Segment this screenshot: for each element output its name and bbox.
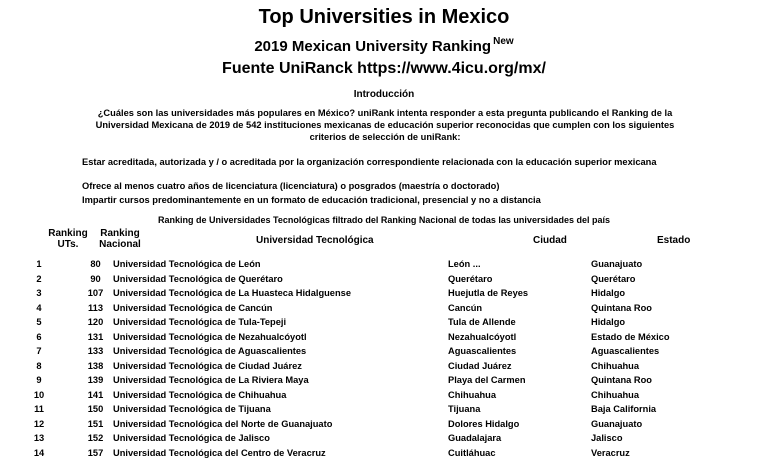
university-name-cell: Universidad Tecnológica de Chihuahua <box>113 388 448 403</box>
city-cell: Huejutla de Reyes <box>448 286 591 301</box>
table-row <box>0 330 721 345</box>
header-rank-national-line1: Ranking <box>96 228 144 239</box>
table-row <box>0 272 721 287</box>
national-rank-cell: 133 <box>78 344 113 359</box>
national-rank-cell: 90 <box>78 272 113 287</box>
national-rank-cell: 107 <box>78 286 113 301</box>
state-cell: Baja California <box>591 402 721 417</box>
rank-cell: 3 <box>0 286 78 301</box>
university-name-cell: Universidad Tecnológica de Ciudad Juárez <box>113 359 448 374</box>
rank-cell: 14 <box>0 446 78 460</box>
rank-cell: 13 <box>0 431 78 446</box>
university-name-cell: Universidad Tecnológica de Tijuana <box>113 402 448 417</box>
table-row <box>0 344 721 359</box>
city-cell: Cancún <box>448 301 591 316</box>
state-cell: Veracruz <box>591 446 721 460</box>
header-rank-national <box>96 228 144 250</box>
university-name-cell: Universidad Tecnológica de La Huasteca Hidalguense <box>113 286 448 301</box>
table-row <box>0 286 721 301</box>
new-badge: New <box>493 36 514 47</box>
city-cell: Ciudad Juárez <box>448 359 591 374</box>
state-cell: Hidalgo <box>591 315 721 330</box>
university-name-cell: Universidad Tecnológica de Aguascalientes <box>113 344 448 359</box>
state-cell: Quintana Roo <box>591 373 721 388</box>
state-cell: Chihuahua <box>591 388 721 403</box>
national-rank-cell: 157 <box>78 446 113 460</box>
state-cell: Querétaro <box>591 272 721 287</box>
city-cell: Playa del Carmen <box>448 373 591 388</box>
table-row <box>0 301 721 316</box>
university-name-cell: Universidad Tecnológica de Cancún <box>113 301 448 316</box>
rank-cell: 6 <box>0 330 78 345</box>
table-row <box>0 373 721 388</box>
table-row <box>0 257 721 272</box>
national-rank-cell: 80 <box>78 257 113 272</box>
header-rank-uts-line1: Ranking <box>48 228 88 239</box>
national-rank-cell: 139 <box>78 373 113 388</box>
city-cell: Chihuahua <box>448 388 591 403</box>
city-cell: Dolores Hidalgo <box>448 417 591 432</box>
page-subtitle <box>0 36 768 55</box>
rank-cell: 12 <box>0 417 78 432</box>
national-rank-cell: 150 <box>78 402 113 417</box>
national-rank-cell: 113 <box>78 301 113 316</box>
university-name-cell: Universidad Tecnológica de Nezahualcóyotl <box>113 330 448 345</box>
city-cell: Tijuana <box>448 402 591 417</box>
table-row <box>0 359 721 374</box>
rank-cell: 9 <box>0 373 78 388</box>
ranking-table <box>0 257 721 460</box>
rank-cell: 7 <box>0 344 78 359</box>
city-cell: Nezahualcóyotl <box>448 330 591 345</box>
state-cell: Jalisco <box>591 431 721 446</box>
city-cell: Tula de Allende <box>448 315 591 330</box>
table-row <box>0 388 721 403</box>
city-cell: Querétaro <box>448 272 591 287</box>
page-title: Top Universities in Mexico <box>0 6 768 29</box>
criterion-2: Ofrece al menos cuatro años de licenciatura (licenciatura) o posgrados (maestría o doctorado) <box>82 181 499 191</box>
table-row <box>0 431 721 446</box>
university-name-cell: Universidad Tecnológica de Querétaro <box>113 272 448 287</box>
header-rank-uts <box>48 228 88 250</box>
criterion-1: Estar acreditada, autorizada y / o acreditada por la organización correspondiente relacionada con la educación superior mexicana <box>82 157 657 167</box>
rank-cell: 1 <box>0 257 78 272</box>
city-cell: León ... <box>448 257 591 272</box>
header-city: Ciudad <box>533 235 567 246</box>
state-cell: Hidalgo <box>591 286 721 301</box>
intro-heading: Introducción <box>0 89 768 100</box>
criterion-3: Impartir cursos predominantemente en un formato de educación tradicional, presencial y no a distancia <box>82 195 541 205</box>
city-cell: Cuitláhuac <box>448 446 591 460</box>
header-rank-uts-line2: UTs. <box>48 239 88 250</box>
table-row <box>0 402 721 417</box>
table-row <box>0 446 721 460</box>
state-cell: Chihuahua <box>591 359 721 374</box>
university-name-cell: Universidad Tecnológica de Jalisco <box>113 431 448 446</box>
university-name-cell: Universidad Tecnológica de León <box>113 257 448 272</box>
state-cell: Estado de México <box>591 330 721 345</box>
header-rank-national-line2: Nacional <box>96 239 144 250</box>
table-row <box>0 315 721 330</box>
rank-cell: 11 <box>0 402 78 417</box>
header-university: Universidad Tecnológica <box>256 235 374 246</box>
national-rank-cell: 131 <box>78 330 113 345</box>
header-state: Estado <box>657 235 690 246</box>
rank-cell: 4 <box>0 301 78 316</box>
source-line: Fuente UniRanck https://www.4icu.org/mx/ <box>0 60 768 78</box>
rank-cell: 2 <box>0 272 78 287</box>
table-row <box>0 417 721 432</box>
university-name-cell: Universidad Tecnológica del Centro de Veracruz <box>113 446 448 460</box>
state-cell: Guanajuato <box>591 257 721 272</box>
university-name-cell: Universidad Tecnológica del Norte de Guanajuato <box>113 417 448 432</box>
city-cell: Aguascalientes <box>448 344 591 359</box>
state-cell: Guanajuato <box>591 417 721 432</box>
state-cell: Quintana Roo <box>591 301 721 316</box>
rank-cell: 5 <box>0 315 78 330</box>
rank-cell: 8 <box>0 359 78 374</box>
state-cell: Aguascalientes <box>591 344 721 359</box>
national-rank-cell: 152 <box>78 431 113 446</box>
intro-paragraph: ¿Cuáles son las universidades más populares en México? uniRank intenta responder a esta pregunta publicando el Ranking de la Universidad Mexicana de 2019 de 542 instituciones mexicanas de educación superior reconocidas que cumplen con los siguientes criterios de selección de uniRank: <box>80 107 690 143</box>
national-rank-cell: 138 <box>78 359 113 374</box>
subtitle-text: 2019 Mexican University Ranking <box>254 38 491 55</box>
rank-cell: 10 <box>0 388 78 403</box>
national-rank-cell: 141 <box>78 388 113 403</box>
university-name-cell: Universidad Tecnológica de La Riviera Maya <box>113 373 448 388</box>
ranking-table-body <box>0 257 721 460</box>
national-rank-cell: 151 <box>78 417 113 432</box>
national-rank-cell: 120 <box>78 315 113 330</box>
table-caption: Ranking de Universidades Tecnológicas filtrado del Ranking Nacional de todas las universidades del país <box>0 215 768 225</box>
university-name-cell: Universidad Tecnológica de Tula-Tepeji <box>113 315 448 330</box>
city-cell: Guadalajara <box>448 431 591 446</box>
